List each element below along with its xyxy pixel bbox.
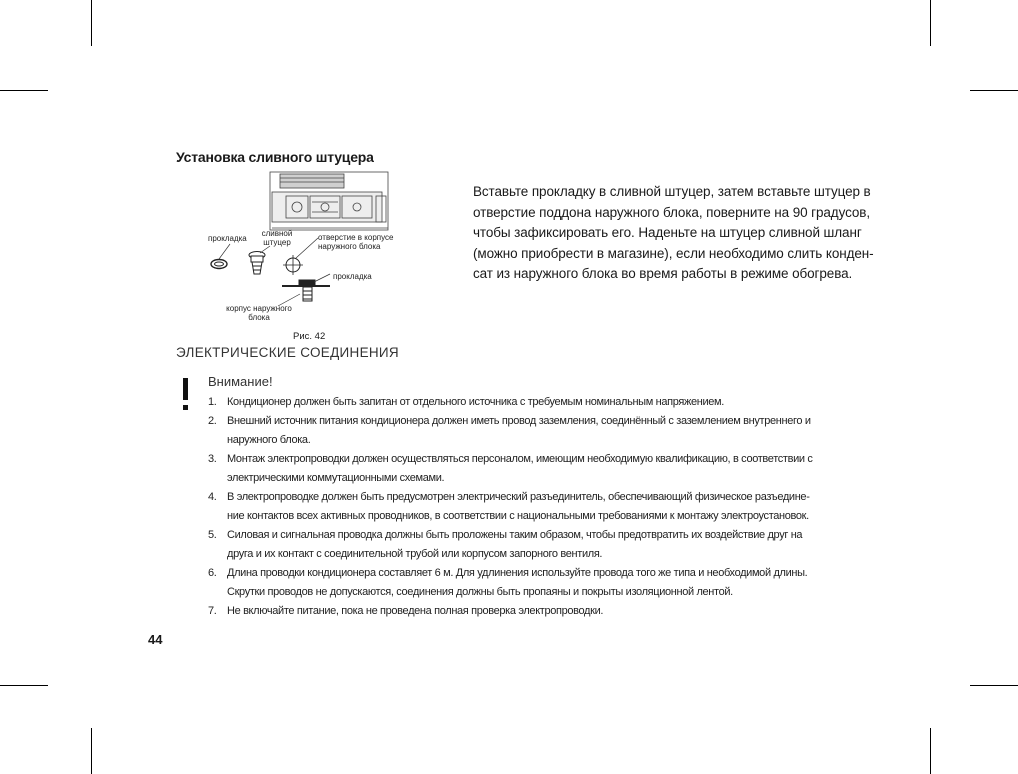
list-item-line: Длина проводки кондиционера составляет 6 м. Для удлинения используйте провода того же типа и необходимой длины. [227, 567, 808, 579]
crop-mark [930, 728, 931, 774]
list-item-line: Силовая и сигнальная проводка должны быть проложены таким образом, чтобы предотвратить их воздействие друг на [227, 529, 803, 541]
list-item-number: 1. [208, 396, 217, 408]
attention-heading: Внимание! [208, 374, 273, 389]
list-item [208, 488, 868, 526]
label-outdoor-housing: корпус наружного блока [226, 304, 292, 322]
exclamation-icon [183, 378, 188, 410]
list-item-line: друга и их контакт с соединительной трубой или корпусом запорного вентиля. [227, 548, 603, 560]
label-gasket-2: прокладка [333, 272, 372, 281]
list-item-line: электрическими коммутационными схемами. [227, 472, 445, 484]
list-item-number: 3. [208, 453, 217, 465]
label-gasket: прокладка [208, 234, 247, 243]
list-item [208, 564, 868, 602]
list-item [208, 602, 868, 621]
label-drain-fitting: сливной штуцер [261, 229, 293, 247]
list-item-line: ние контактов всех активных проводников, в соответствии с национальными требованиями к монтажу электроустановок. [227, 510, 809, 522]
figure-caption: Рис. 42 [293, 331, 326, 342]
list-item [208, 393, 868, 412]
list-item-line: Кондиционер должен быть запитан от отдельного источника с требуемым номинальным напряжением. [227, 396, 724, 408]
list-item [208, 526, 868, 564]
crop-mark [0, 685, 48, 686]
intro-line: отверстие поддона наружного блока, поверните на 90 градусов, [473, 204, 871, 220]
intro-line: (можно приобрести в магазине), если необходимо слить конден- [473, 245, 874, 261]
list-item-line: В электропроводке должен быть предусмотрен электрический разъединитель, обеспечивающий физическое разъедине- [227, 491, 810, 503]
list-item-line: Монтаж электропроводки должен осуществляться персоналом, имеющим необходимую квалификацию, в соответствии с [227, 453, 813, 465]
crop-mark [970, 685, 1018, 686]
page-number: 44 [148, 632, 163, 647]
list-item [208, 450, 868, 488]
list-item-number: 4. [208, 491, 217, 503]
crop-mark [0, 90, 48, 91]
list-item-line: наружного блока. [227, 434, 311, 446]
crop-mark [970, 90, 1018, 91]
crop-mark [930, 0, 931, 46]
label-housing-hole: отверстие в корпусе наружного блока [318, 233, 394, 251]
intro-line: сат из наружного блока во время работы в режиме обогрева. [473, 266, 853, 282]
crop-mark [91, 728, 92, 774]
drain-fitting-figure [200, 170, 420, 350]
drain-fitting-illustration [200, 170, 420, 350]
list-item-line: Внешний источник питания кондиционера должен иметь провод заземления, соединённый с заземлением внутреннего и [227, 415, 811, 427]
requirements-list [208, 393, 868, 621]
list-item-line: Не включайте питание, пока не проведена полная проверка электропроводки. [227, 605, 604, 617]
list-item-number: 6. [208, 567, 217, 579]
list-item-line: Скрутки проводов не допускаются, соединения должны быть пропаяны и покрыты изоляционной лентой. [227, 586, 733, 598]
list-item-number: 5. [208, 529, 217, 541]
intro-line: чтобы зафиксировать его. Наденьте на штуцер сливной шланг [473, 225, 862, 241]
crop-mark [91, 0, 92, 46]
electrical-section-title: ЭЛЕКТРИЧЕСКИЕ СОЕДИНЕНИЯ [176, 345, 399, 360]
list-item-number: 2. [208, 415, 217, 427]
intro-line: Вставьте прокладку в сливной штуцер, затем вставьте штуцер в [473, 184, 871, 199]
intro-text [473, 182, 883, 285]
list-item [208, 412, 868, 450]
list-item-number: 7. [208, 605, 217, 617]
section-title: Установка сливного штуцера [176, 149, 374, 165]
